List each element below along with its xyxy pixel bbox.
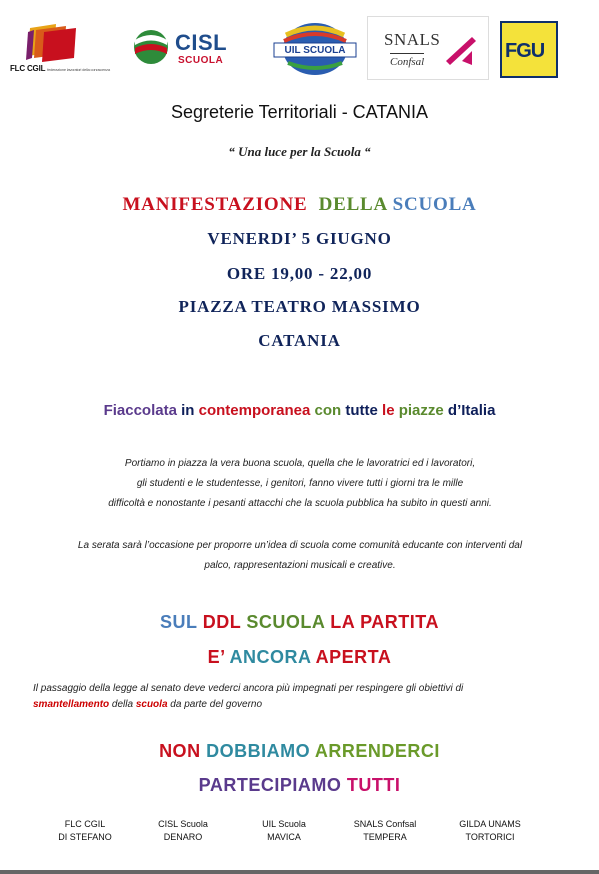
della-word: della [109, 699, 136, 710]
intro-line-1: Portiamo in piazza la vera buona scuola, quella che le lavoratrici ed i lavoratori, [124, 458, 476, 469]
ddl-word-2: DDL [202, 612, 241, 632]
signatory-cisl [145, 818, 221, 844]
snals-ribbon-icon [442, 31, 478, 67]
flc-logo-text: FLC CGIL [10, 64, 46, 73]
slogan: “ Una luce per la Scuola “ [228, 144, 371, 159]
event-date: VENERDI’ 5 GIUGNO [207, 229, 392, 248]
signatory-org: GILDA UNAMS [459, 819, 521, 829]
ddl-line-1 [0, 612, 599, 633]
event-title-word-2: DELLA [318, 194, 388, 215]
signatory-name: DI STEFANO [58, 832, 112, 842]
passage-rest: da parte del governo [167, 699, 263, 710]
ddl-word-5: PARTITA [360, 612, 439, 632]
page-bottom-rule [0, 870, 599, 874]
signatory-snals [340, 818, 430, 844]
event-title [0, 194, 599, 216]
event-title-word-3: SCUOLA [392, 194, 477, 215]
uil-logo-text: UIL SCUOLA [284, 45, 346, 56]
passage-paragraph [33, 681, 573, 713]
signatory-name: TORTORICI [465, 832, 515, 842]
signatory-org: FLC CGIL [64, 819, 106, 829]
signatory-gilda [447, 818, 533, 844]
cisl-logo-subtext: SCUOLA [178, 55, 224, 66]
serata-paragraph [40, 536, 560, 576]
signatory-name: DENARO [163, 832, 203, 842]
fiacc-word-2: in [181, 402, 195, 419]
smantellamento-word: smantellamento [33, 699, 110, 710]
serata-line-1: La serata sarà l’occasione per proporre un’idea di scuola come comunità educante con interventi dal [77, 540, 523, 551]
passage-line-2 [33, 697, 573, 713]
signatory-flc [50, 818, 120, 844]
snals-logo-subtext: Confsal [390, 53, 424, 68]
fiaccolata-line [0, 402, 599, 419]
segreterie-heading: Segreterie Territoriali - CATANIA [170, 102, 429, 122]
ddl-word-8: APERTA [315, 647, 392, 667]
ddl-word-1: SUL [160, 612, 198, 632]
intro-paragraph [40, 454, 560, 514]
ddl-line-2 [0, 647, 599, 668]
snals-logo-text: SNALS [384, 30, 441, 49]
passage-line-1: Il passaggio della legge al senato deve vederci ancora più impegnati per respingere gli obiettivi di [33, 683, 464, 694]
serata-line-2: palco, rappresentazioni musicali e creative. [204, 560, 396, 571]
cisl-emblem-icon [131, 28, 171, 66]
intro-line-2: gli studenti e le studentesse, i genitori, fanno vivere tutti i giorni tra le mille [136, 478, 464, 489]
fiacc-word-4: con [314, 402, 342, 419]
closing-word-4: PARTECIPIAMO [198, 775, 342, 795]
closing-word-3: ARRENDERCI [314, 741, 440, 761]
closing-line-2 [0, 775, 599, 796]
ddl-word-3: SCUOLA [246, 612, 325, 632]
signatory-org: SNALS Confsal [353, 819, 417, 829]
closing-word-2: DOBBIAMO [206, 741, 311, 761]
fiacc-word-8: d’Italia [447, 402, 496, 419]
flc-flag-icon [26, 22, 78, 62]
fiacc-word-7: piazze [398, 402, 444, 419]
cisl-logo-text: CISL [175, 30, 228, 55]
signatory-org: UIL Scuola [262, 819, 306, 829]
intro-line-3: difficoltà e nonostante i pesanti attacchi che la scuola pubblica ha subito in questi anni. [108, 498, 492, 509]
signatory-name: MAVICA [267, 832, 301, 842]
signatory-org: CISL Scuola [158, 819, 208, 829]
fiacc-word-1: Fiaccolata [103, 402, 177, 419]
signatory-name: TEMPERA [363, 832, 407, 842]
closing-word-5: TUTTI [346, 775, 401, 795]
scuola-word: scuola [135, 699, 168, 710]
closing-line-1 [0, 741, 599, 762]
snals-confsal-logo [367, 16, 489, 80]
flc-logo-subtext: federazione lavoratori della conoscenza [47, 67, 110, 72]
fiacc-word-5: tutte [345, 402, 378, 419]
ddl-word-4: LA [330, 612, 355, 632]
event-title-word-1: MANIFESTAZIONE [122, 194, 308, 215]
closing-word-1: NON [159, 741, 201, 761]
gilda-unams-logo [500, 21, 558, 78]
gilda-logo-text: FGU [505, 40, 545, 62]
event-city: CATANIA [258, 331, 341, 350]
event-venue: PIAZZA TEATRO MASSIMO [178, 297, 421, 316]
ddl-word-6: E’ [207, 647, 225, 667]
fiacc-word-6: le [382, 402, 395, 419]
fiacc-word-3: contemporanea [198, 402, 311, 419]
ddl-word-7: ANCORA [229, 647, 311, 667]
signatory-uil [248, 818, 320, 844]
event-time: ORE 19,00 - 22,00 [226, 264, 373, 283]
